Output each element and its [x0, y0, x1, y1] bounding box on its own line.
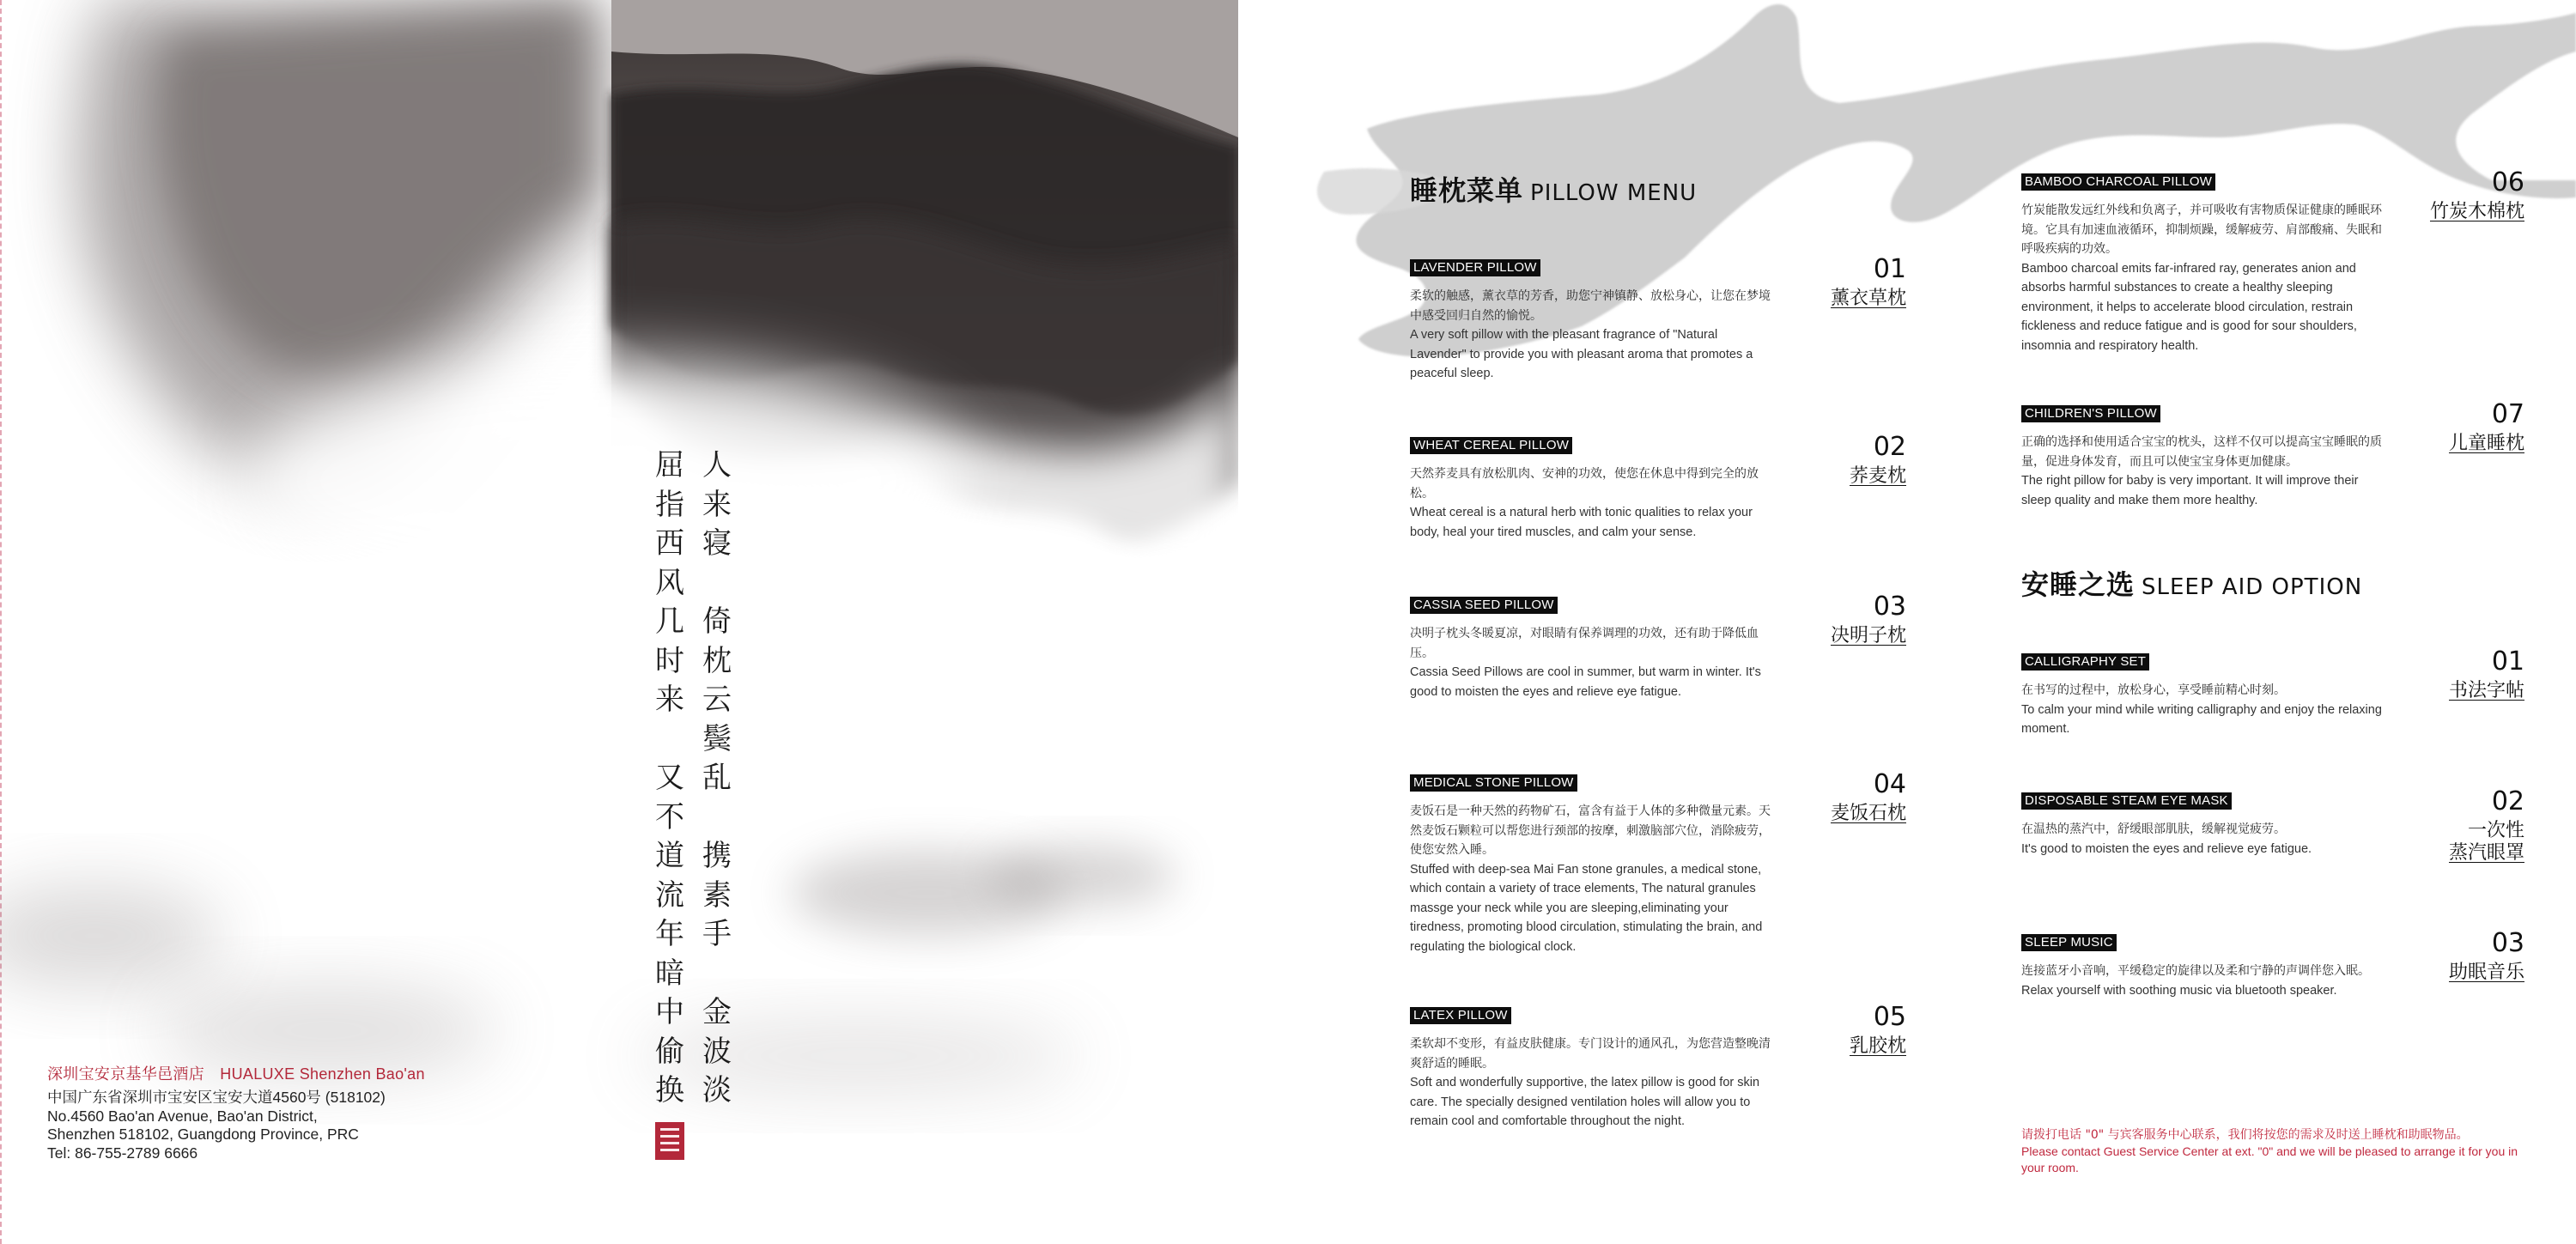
item-desc-cn: 连接蓝牙小音响，平缓稳定的旋律以及柔和宁静的声调伴您入眠。 — [2021, 964, 2370, 978]
item-tag: CHILDREN'S PILLOW — [2021, 405, 2160, 422]
pillow-item-bamboo-charcoal — [2021, 173, 2386, 355]
red-seal-stamp — [655, 1122, 684, 1160]
item-desc-cn: 在温热的蒸汽中，舒缓眼部肌肤，缓解视觉疲劳。 — [2021, 822, 2286, 836]
poem-char: 中 — [655, 995, 684, 1029]
item-tag: LAVENDER PILLOW — [1410, 259, 1540, 276]
item-number: 06 — [2491, 167, 2524, 197]
item-desc-en: Cassia Seed Pillows are cool in summer, but warm in winter. It's good to moisten the eyes and relieve eye fatigue. — [1410, 665, 1761, 699]
item-desc-cn: 柔软却不变形，有益皮肤健康。专门设计的通风孔，为您营造整晚清爽舒适的睡眠。 — [1410, 1037, 1771, 1071]
item-name-cn-line1: 一次性 — [2467, 820, 2524, 841]
poem-char: 寝 — [702, 526, 732, 561]
poem-char: 倚 — [702, 604, 732, 639]
cover-panel — [0, 0, 1238, 1244]
poem-char: 道 — [655, 839, 684, 873]
poem-char: 金 — [702, 995, 732, 1029]
pillow-item-children — [2021, 404, 2386, 510]
item-tag: CALLIGRAPHY SET — [2021, 653, 2149, 671]
poem-gap — [653, 720, 687, 760]
poem-char: 又 — [655, 761, 684, 795]
address-line: No.4560 Bao'an Avenue, Bao'an District, — [47, 1107, 318, 1125]
poem-gap — [700, 798, 734, 838]
sleep-aid-title — [2021, 563, 2362, 603]
poem-char: 偷 — [655, 1034, 684, 1069]
sleep-aid-number-eye-mask — [2396, 787, 2524, 865]
hotel-name: 深圳宝安京基华邑酒店 HUALUXE Shenzhen Bao'an — [47, 1065, 425, 1083]
item-desc-cn: 麦饭石是一种天然的药物矿石，富含有益于人体的多种微量元素。天然麦饭石颗粒可以帮您进行颈部的按摩，刺激脑部穴位，消除疲劳，使您安然入睡。 — [1410, 804, 1771, 857]
poem-char: 云 — [702, 683, 732, 717]
pillow-number-bamboo-charcoal — [2396, 168, 2524, 223]
poem-char: 乱 — [702, 761, 732, 795]
address-line: 中国广东省深圳市宝安区宝安大道4560号 (518102) — [47, 1089, 386, 1106]
item-desc-en: A very soft pillow with the pleasant fragrance of "Natural Lavender" to provide you with pleasant aroma that promotes a peaceful sleep. — [1410, 328, 1753, 380]
item-desc-en: Relax yourself with soothing music via bluetooth speaker. — [2021, 983, 2337, 998]
item-tag: DISPOSABLE STEAM EYE MASK — [2021, 792, 2232, 810]
sleep-aid-number-music — [2396, 929, 2524, 984]
item-desc-cn: 正确的选择和使用适合宝宝的枕头，这样不仅可以提高宝宝睡眠的质量，促进身体发育，而且可以使宝宝身体更加健康。 — [2021, 435, 2382, 469]
item-name-cn-line2: 蒸汽眼罩 — [2448, 842, 2524, 864]
item-desc-en: Soft and wonderfully supportive, the latex pillow is good for skin care. The specially designed ventilation holes will allow you to remain cool and comfortable throughout the night. — [1410, 1076, 1760, 1128]
item-number: 05 — [1873, 1002, 1906, 1032]
item-desc-cn: 柔软的触感，薰衣草的芳香，助您宁神镇静、放松身心，让您在梦境中感受回归自然的愉悦。 — [1410, 289, 1771, 323]
poem-char: 指 — [655, 487, 684, 522]
pillow-number-children — [2396, 400, 2524, 455]
pillow-menu-title-en: PILLOW MENU — [1530, 180, 1698, 206]
menu-panel — [1238, 0, 2576, 1244]
item-tag: WHEAT CEREAL PILLOW — [1410, 437, 1572, 454]
item-name-cn: 决明子枕 — [1830, 625, 1906, 646]
sleep-aid-item-eye-mask — [2021, 792, 2386, 859]
item-name-cn: 竹炭木棉枕 — [2429, 201, 2524, 222]
item-tag: MEDICAL STONE PILLOW — [1410, 774, 1577, 792]
pillow-number-cassia — [1786, 592, 1906, 647]
item-number: 03 — [1873, 592, 1906, 622]
sleep-aid-item-calligraphy — [2021, 652, 2386, 739]
item-name-cn: 儿童睡枕 — [2448, 433, 2524, 454]
hotel-phone: Tel: 86-755-2789 6666 — [47, 1144, 198, 1162]
item-tag: CASSIA SEED PILLOW — [1410, 597, 1558, 614]
poem-char: 携 — [702, 839, 732, 873]
item-desc-en: The right pillow for baby is very important. It will improve their sleep quality and make them more healthy. — [2021, 474, 2359, 507]
pillow-item-medical-stone — [1410, 774, 1775, 956]
item-desc-en: It's good to moisten the eyes and relieve eye fatigue. — [2021, 841, 2312, 856]
item-tag: LATEX PILLOW — [1410, 1007, 1511, 1024]
item-number: 02 — [2491, 786, 2524, 816]
sleep-aid-title-cn: 安睡之选 — [2021, 568, 2136, 601]
poem-char: 换 — [655, 1073, 684, 1107]
poem-char: 屈 — [655, 448, 684, 482]
item-desc-en: Stuffed with deep-sea Mai Fan stone granules, a medical stone, which contain a variety of trace elements, The natural granules massge your neck while you are sleeping,eliminating your tiredness, promoting blood circulation, stimulating the brain, and regulating the biological clock. — [1410, 862, 1763, 954]
poem-gap — [700, 564, 734, 604]
poem-char: 暗 — [655, 956, 684, 991]
item-name-cn: 书法字帖 — [2448, 680, 2524, 701]
pillow-number-lavender — [1786, 255, 1906, 310]
pillow-menu-title-cn: 睡枕菜单 — [1410, 174, 1524, 207]
item-desc-cn: 在书写的过程中，放松身心，享受睡前精心时刻。 — [2021, 683, 2286, 697]
poem-char: 波 — [702, 1034, 732, 1069]
item-desc-en: Bamboo charcoal emits far-infrared ray, generates anion and absorbs harmful substances to create a healthy sleeping environment, it helps to accelerate blood circulation, restrain fickleness and reduce fatigue and is good for sour shoulders, insomnia and respiratory health. — [2021, 261, 2357, 353]
poem-char: 西 — [655, 526, 684, 561]
ink-landscape-illustration — [0, 0, 1238, 1244]
poem-char: 不 — [655, 799, 684, 834]
poem-char: 枕 — [702, 643, 732, 678]
poem-char: 鬓 — [702, 721, 732, 756]
pillow-number-medical-stone — [1786, 770, 1906, 825]
poem-char: 流 — [655, 877, 684, 913]
item-desc-cn: 竹炭能散发远红外线和负离子，并可吸收有害物质保证健康的睡眠环境。它具有加速血液循环，抑制烦躁，缓解疲劳、肩部酸痛、失眠和呼吸疾病的功效。 — [2021, 203, 2382, 256]
poem-char: 来 — [655, 683, 684, 717]
hotel-address — [47, 1089, 386, 1162]
poem-char: 手 — [702, 917, 732, 951]
address-line: Shenzhen 518102, Guangdong Province, PRC — [47, 1126, 359, 1143]
pillow-number-latex — [1786, 1003, 1906, 1058]
poem-char: 人 — [702, 448, 732, 482]
pillow-item-lavender — [1410, 258, 1775, 384]
item-number: 01 — [2491, 646, 2524, 677]
sleep-aid-title-en: SLEEP AID OPTION — [2142, 574, 2363, 600]
poem-column-right — [700, 446, 734, 1111]
item-number: 02 — [1873, 432, 1906, 462]
poem-char: 淡 — [702, 1073, 732, 1107]
item-name-cn: 乳胶枕 — [1849, 1035, 1906, 1057]
poem-column-left — [653, 446, 687, 1111]
item-number: 04 — [1873, 769, 1906, 799]
pillow-item-cassia — [1410, 596, 1775, 701]
poem-char: 年 — [655, 917, 684, 951]
poem-gap — [700, 955, 734, 994]
item-desc-en: Wheat cereal is a natural herb with tonic qualities to relax your body, heal your tired muscles, and calm your sense. — [1410, 506, 1753, 539]
item-number: 07 — [2491, 399, 2524, 429]
sleep-aid-item-music — [2021, 933, 2386, 1000]
sleep-aid-number-calligraphy — [2396, 647, 2524, 702]
item-name-cn: 荞麦枕 — [1849, 465, 1906, 487]
item-desc-cn: 天然荞麦具有放松肌肉、安神的功效，使您在休息中得到完全的放松。 — [1410, 467, 1759, 501]
poem-char: 素 — [702, 877, 732, 913]
service-footnote — [2021, 1126, 2537, 1176]
poem-char: 风 — [655, 565, 684, 600]
item-desc-en: To calm your mind while writing calligraphy and enjoy the relaxing moment. — [2021, 702, 2382, 736]
item-number: 03 — [2491, 928, 2524, 958]
pillow-item-latex — [1410, 1006, 1775, 1132]
item-name-cn: 麦饭石枕 — [1830, 803, 1906, 824]
item-number: 01 — [1873, 254, 1906, 284]
footnote-cn: 请拨打电话 "0" 与宾客服务中心联系，我们将按您的需求及时送上睡枕和助眠物品。 — [2021, 1128, 2469, 1142]
item-tag: SLEEP MUSIC — [2021, 934, 2117, 951]
pillow-item-wheat — [1410, 436, 1775, 542]
item-tag: BAMBOO CHARCOAL PILLOW — [2021, 173, 2215, 191]
item-name-cn: 薰衣草枕 — [1830, 288, 1906, 309]
footnote-en: Please contact Guest Service Center at ext. "0" and we will be pleased to arrange it for you in your room. — [2021, 1144, 2518, 1174]
poem-char: 几 — [655, 604, 684, 639]
pillow-menu-title — [1410, 169, 1697, 209]
poem-char: 来 — [702, 487, 732, 522]
pillow-number-wheat — [1786, 433, 1906, 488]
poem-char: 时 — [655, 643, 684, 678]
item-desc-cn: 决明子枕头冬暖夏凉，对眼睛有保养调理的功效，还有助于降低血压。 — [1410, 627, 1759, 660]
item-name-cn: 助眠音乐 — [2448, 962, 2524, 983]
